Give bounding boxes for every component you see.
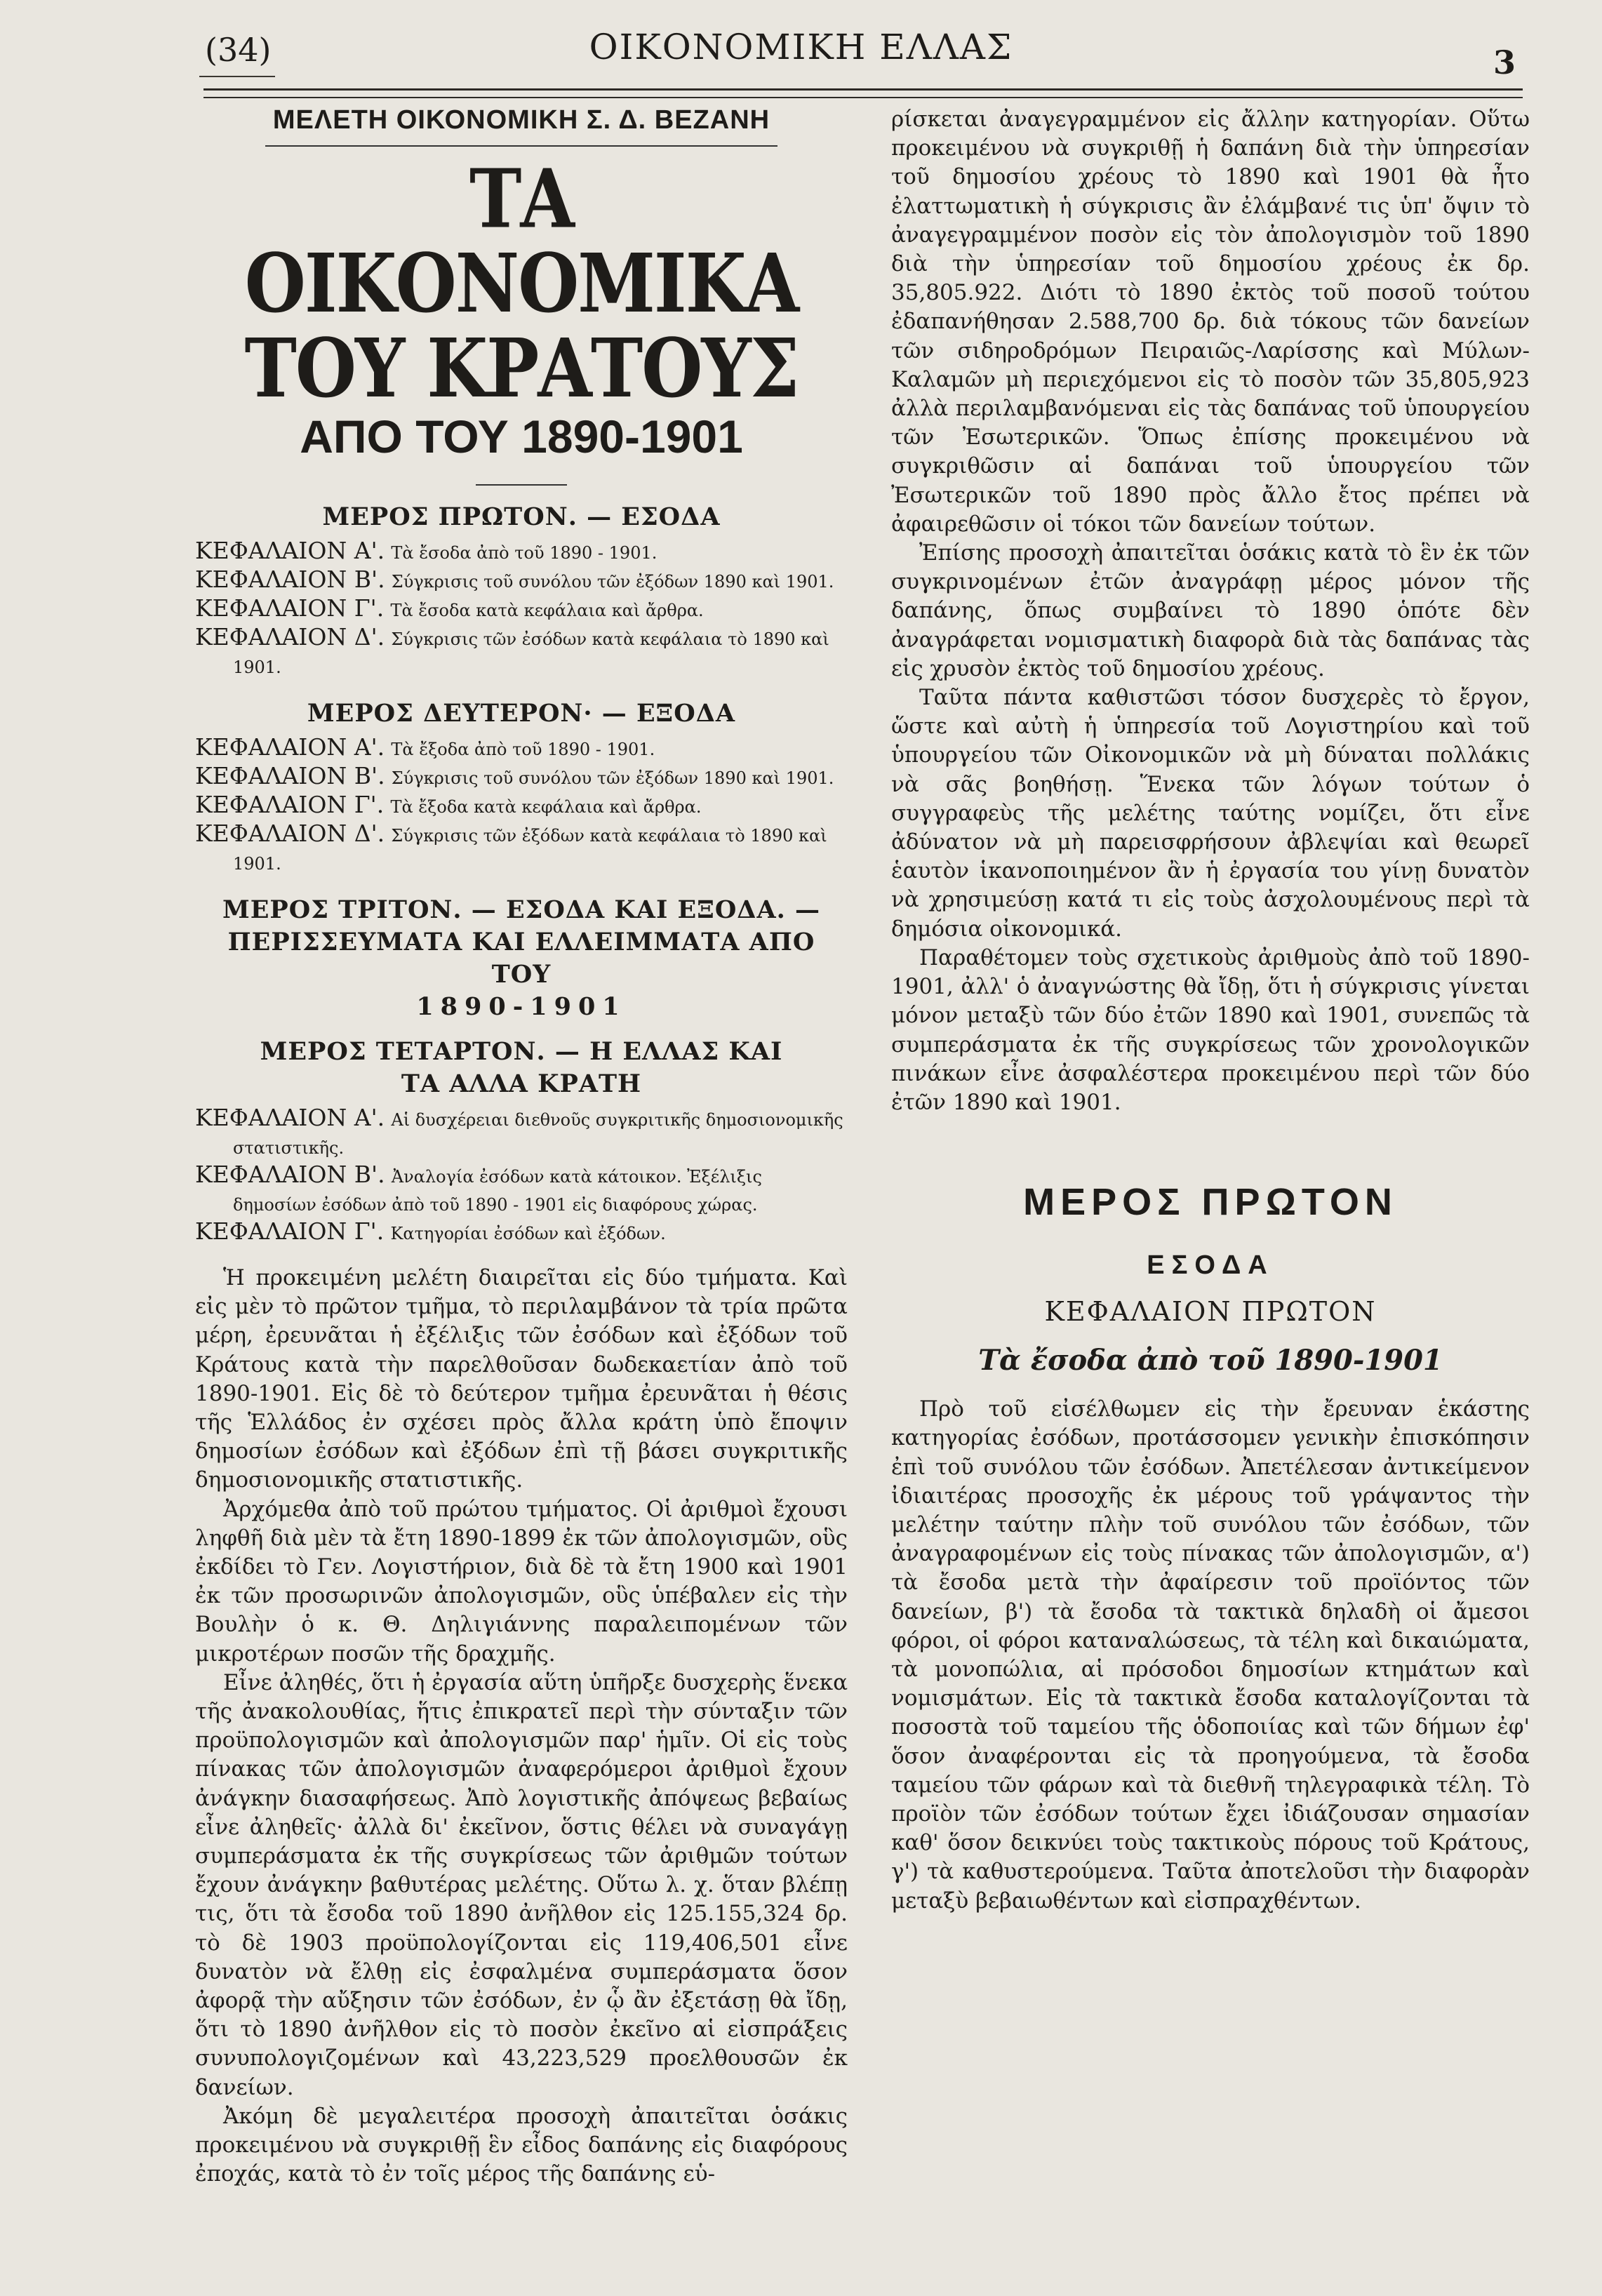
part2-chapters (195, 734, 848, 877)
chapter-text: Κατηγορίαι ἐσόδων καὶ ἐξόδων. (390, 1224, 666, 1243)
chapter-subtitle: Τὰ ἔσοδα ἀπὸ τοῦ 1890-1901 (978, 1344, 1443, 1377)
left-column (195, 105, 848, 2189)
left-body-text (195, 1264, 848, 2189)
part1-chapters (195, 538, 848, 681)
byline-underline (265, 145, 777, 147)
chapter-text: Τὰ ἔσοδα ἀπὸ τοῦ 1890 - 1901. (391, 543, 658, 563)
toc-item (195, 1161, 848, 1218)
article-title: ΤΑ ΟΙΚΟΝΟΜΙΚΑ ΤΟΥ ΚΡΑΤΟΥΣ (244, 151, 799, 416)
header-rule-thin (203, 97, 1523, 98)
article-years: ΑΠΟ ΤΟΥ 1890-1901 (300, 411, 743, 462)
chapter-text: Τὰ ἔσοδα κατὰ κεφάλαια καὶ ἄρθρα. (390, 601, 704, 620)
toc-item (195, 1218, 848, 1247)
paragraph: ρίσκεται ἀναγεγραμμένον εἰς ἄλλην κατηγορίαν. Οὕτω προκειμένου νὰ συγκριθῇ ἡ δαπάνη διὰ τὴν ὑπηρεσίαν τοῦ δημοσίου χρέους τὸ 1890 καὶ 1901 θὰ ἦτο ἐλαττωματικὴ ἡ σύγκρισις ἂν ἐλάμβανέ τις ὑπ' ὄψιν τὸ ἀναγεγραμμένον ποσὸν εἰς τὸν ἀπολογισμὸν τοῦ 1890 διὰ τὴν ὑπηρεσίαν τοῦ δημοσίου χρέους ἐκ δρ. 35,805.922. Διότι τὸ 1890 ἐκτὸς τοῦ ποσοῦ τούτου ἐδαπανήθησαν 2.588,700 δρ. διὰ τόκους τῶν δανείων τῶν σιδηροδρόμων Πειραιῶς-Λαρίσσης καὶ Μύλων-Καλαμῶν μὴ περιεχόμενοι εἰς τὸ ποσὸν τῶν 35,805,923 ἀλλὰ περιλαμβανόμεναι εἰς τὰς δαπάνας τοῦ ὑπουργείου τῶν Ἐσωτερικῶν. Ὅπως ἐπίσης προκειμένου νὰ συγκριθῶσιν αἱ δαπάναι τοῦ ὑπουργείου τῶν Ἐσωτερικῶν τοῦ 1890 πρὸς ἄλλο ἔτος πρέπει νὰ ἀφαιρεθῶσιν οἱ τόκοι τῶν δανείων τούτων. (891, 107, 1530, 537)
toc-item (195, 734, 848, 763)
journal-title: ΟΙΚΟΝΟΜΙΚΗ ΕΛΛΑΣ (589, 27, 1013, 67)
chapter-text: Σύγκρισις τοῦ συνόλου τῶν ἐξόδων 1890 καὶ 1901. (391, 768, 834, 788)
part1-title: ΜΕΡΟΣ ΠΡΩΤΟΝ. — ΕΣΟΔΑ (322, 502, 721, 531)
paragraph: Πρὸ τοῦ εἰσέλθωμεν εἰς τὴν ἔρευναν ἑκάστης κατηγορίας ἐσόδων, προτάσσομεν γενικὴν ἐπισκόπησιν ἐπὶ τοῦ συνόλου τῶν ἐσόδων. Ἀπετέλεσαν ἀντικείμενον ἰδιαιτέρας προσοχῆς ἐκ μέρους τοῦ γράψαντος τὴν μελέτην ταύτην πλὴν τοῦ συνόλου τῶν ἐσόδων, τῶν ἀναγραφομένων εἰς τοὺς πίνακας τῶν ἀπολογισμῶν, α') τὰ ἔσοδα μετὰ τὴν ἀφαίρεσιν τοῦ προϊόντος τῶν δανείων, β') τὰ ἔσοδα τὰ τακτικὰ δηλαδὴ οἱ ἄμεσοι φόροι, οἱ φόροι καταναλώσεως, τὰ τέλη καὶ δικαιώματα, τὰ μονοπώλια, αἱ πρόσοδοι δημοσίων κτημάτων καὶ νομισμάτων. Εἰς τὰ τακτικὰ ἔσοδα καταλογίζονται τὰ ποσοστὰ τοῦ ταμείου τῆς ὁδοποιίας καὶ τῶν δήμων ἐφ' ὅσον ἀναφέρονται εἰς τὰ προηγούμενα, τὰ ἔσοδα ταμείου τῶν φάρων καὶ τὰ διεθνῆ τηλεγραφικὰ τέλη. Τὸ προϊὸν τῶν ἐσόδων τούτων ἔχει ἰδιάζουσαν σημασίαν καθ' ὅσον δεικνύει τοὺς τακτικοὺς πόρους τοῦ Κράτους, γ') τὰ καθυστερούμενα. Ταῦτα ἀποτελοῦσι τὴν διαφορὰν μεταξὺ βεβαιωθέντων καὶ εἰσπραχθέντων. (891, 1396, 1530, 1914)
chapter-text: Σύγκρισις τοῦ συνόλου τῶν ἐξόδων 1890 καὶ 1901. (391, 572, 834, 592)
chapter-label: ΚΕΦΑΛΑΙΟΝ Γ'. (195, 1217, 385, 1245)
header-rule (203, 88, 1523, 91)
paragraph: Ταῦτα πάντα καθιστῶσι τόσον δυσχερὲς τὸ ἔργον, ὥστε καὶ αὐτὴ ἡ ὑπηρεσία τοῦ Λογιστηρίου καὶ τοῦ ὑπουργείου τῶν Οἰκονομικῶν νὰ μὴ δύναται πολλάκις νὰ σᾶς βοηθήσῃ. Ἕνεκα τῶν λόγων τούτων ὁ συγγραφεὺς τῆς μελέτης ταύτης νομίζει, ὅτι εἶνε ἀδύνατον νὰ μὴ παρεισφρήσουν ἀβλεψίαι καὶ θεωρεῖ ἑαυτὸν ἱκανοποιημένον ἂν ἡ ἐργασία του γίνῃ δυνατὸν νὰ χρησιμεύσῃ κατά τι εἰς τοὺς ἀσχολουμένους περὶ τὰ δημόσια οἰκονομικά. (891, 685, 1530, 942)
paragraph: Ἀκόμη δὲ μεγαλειτέρα προσοχὴ ἀπαιτεῖται ὁσάκις προκειμένου νὰ συγκριθῇ ἓν εἶδος δαπάνης εἰς διαφόρους ἐποχάς, κατὰ τὸ ἐν τοῖς μέρος τῆς δαπάνης εὑ- (195, 2103, 848, 2187)
part4-title-line2: ΤΑ ΑΛΛΑ ΚΡΑΤΗ (401, 1069, 642, 1098)
chapter-text: Τὰ ἔξοδα ἀπὸ τοῦ 1890 - 1901. (391, 740, 655, 759)
chapter-label: ΚΕΦΑΛΑΙΟΝ Α'. (195, 537, 385, 564)
chapter-text: Ἀναλογία ἐσόδων κατὰ κάτοικον. Ἐξέλιξις δημοσίων ἐσόδων ἀπὸ τοῦ 1890 - 1901 εἰς διαφόρους χώρας. (233, 1167, 762, 1215)
page-number-left: (34) (205, 31, 272, 69)
chapter-label: ΚΕΦΑΛΑΙΟΝ Β'. (195, 566, 385, 593)
paragraph: Ἡ προκειμένη μελέτη διαιρεῖται εἰς δύο τμήματα. Καὶ εἰς μὲν τὸ πρῶτον τμῆμα, τὸ περιλαμβάνον τὰ τρία πρῶτα μέρη, ἐρευνᾶται ἡ ἐξέλιξις τῶν ἐσόδων καὶ ἐξόδων τοῦ Κράτους κατὰ τὴν παρελθοῦσαν δωδεκαετίαν ἀπὸ τοῦ 1890-1901. Εἰς δὲ τὸ δεύτερον τμῆμα ἐρευνᾶται ἡ θέσις τῆς Ἑλλάδος ἐν σχέσει πρὸς ἄλλα κράτη ὑπὸ ἔποψιν δημοσίων ἐσόδων καὶ ἐξόδων ἐπὶ τῇ βάσει συγκριτικῆς δημοσιονομικῆς στατιστικῆς. (195, 1265, 848, 1493)
toc-item (195, 566, 848, 595)
paragraph: Ἀρχόμεθα ἀπὸ τοῦ πρώτου τμήματος. Οἱ ἀριθμοὶ ἔχουσι ληφθῆ διὰ μὲν τὰ ἔτη 1890-1899 ἐκ τῶν ἀπολογισμῶν, οὓς ἐκδίδει τὸ Γεν. Λογιστήριον, διὰ δὲ τὰ ἔτη 1900 καὶ 1901 ἐκ τῶν προσωρινῶν ἀπολογισμῶν, οὓς ὑπέβαλεν εἰς τὴν Βουλὴν ὁ κ. Θ. Δηλιγιάννης παραλειπομένων τῶν μικροτέρων ποσῶν τῆς δραχμῆς. (195, 1496, 848, 1667)
part4-chapters (195, 1104, 848, 1247)
toc-item (195, 792, 848, 820)
title-divider (476, 484, 567, 486)
chapter-label: ΚΕΦΑΛΑΙΟΝ Α'. (195, 1104, 385, 1131)
section-title: ΜΕΡΟΣ ΠΡΩΤΟΝ (1023, 1181, 1398, 1224)
paragraph: Ἐπίσης προσοχὴ ἀπαιτεῖται ὁσάκις κατὰ τὸ ἓν ἐκ τῶν συγκρινομένων ἐτῶν ἀναγράφῃ μέρος μόνον τῆς δαπάνης, ὅπως συμβαίνει τὸ 1890 ὁπότε δὲν ἀναγράφεται νομισματικὴ διαφορὰ διὰ τὰς δαπάνας τὰς εἰς χρυσὸν ἐκτὸς τοῦ δημοσίου χρέους. (891, 540, 1530, 681)
section-body-text (891, 1395, 1530, 1916)
chapter-label: ΚΕΦΑΛΑΙΟΝ Δ'. (195, 820, 385, 847)
chapter-text: Αἱ δυσχέρειαι διεθνοῦς συγκριτικῆς δημοσιονομικῆς στατιστικῆς. (233, 1110, 843, 1158)
toc-item (195, 538, 848, 566)
toc-item (195, 624, 848, 681)
part3-title-line3: 1890-1901 (416, 992, 627, 1021)
part3-title-line2: ΠΕΡΙΣΣΕΥΜΑΤΑ ΚΑΙ ΕΛΛΕΙΜΜΑΤΑ ΑΠΟ ΤΟΥ (227, 928, 815, 989)
section-subtitle: ΕΣΟΔΑ (1147, 1250, 1274, 1281)
chapter-heading: ΚΕΦΑΛΑΙΟΝ ΠΡΩΤΟΝ (1044, 1296, 1377, 1328)
toc-item (195, 763, 848, 792)
chapter-text: Τὰ ἔξοδα κατὰ κεφάλαια καὶ ἄρθρα. (390, 797, 702, 817)
right-column (891, 105, 1530, 1916)
chapter-label: ΚΕΦΑΛΑΙΟΝ Β'. (195, 1161, 385, 1188)
chapter-label: ΚΕΦΑΛΑΙΟΝ Δ'. (195, 623, 385, 650)
study-byline: ΜΕΛΕΤΗ ΟΙΚΟΝΟΜΙΚΗ Σ. Δ. ΒΕΖΑΝΗ (272, 105, 770, 135)
part2-title: ΜΕΡΟΣ ΔΕΥΤΕΡΟΝ· — ΕΞΟΔΑ (307, 699, 736, 728)
part4-title-line1: ΜΕΡΟΣ ΤΕΤΑΡΤΟΝ. — Η ΕΛΛΑΣ ΚΑΙ (260, 1037, 783, 1066)
chapter-text: Σύγκρισις τῶν ἐσόδων κατὰ κεφάλαια τὸ 1890 καὶ 1901. (233, 629, 829, 677)
part3-title-line1: ΜΕΡΟΣ ΤΡΙΤΟΝ. — ΕΣΟΔΑ ΚΑΙ ΕΞΟΔΑ. — (222, 895, 820, 924)
chapter-label: ΚΕΦΑΛΑΙΟΝ Γ'. (195, 594, 385, 622)
chapter-label: ΚΕΦΑΛΑΙΟΝ Α'. (195, 733, 385, 761)
toc-item (195, 820, 848, 877)
page-number-right: 3 (1493, 44, 1516, 81)
paragraph: Παραθέτομεν τοὺς σχετικοὺς ἀριθμοὺς ἀπὸ τοῦ 1890-1901, ἀλλ' ὁ ἀναγνώστης θὰ ἴδῃ, ὅτι ἡ σύγκρισις γίνεται μόνον μεταξὺ τῶν δύο ἐτῶν 1890 καὶ 1901, συνεπῶς τὰ συμπεράσματα ἐκ τῆς συγκρίσεως τῶν χρονολογικῶν πινάκων εἶνε ἀσφαλέστερα προκειμένου περὶ τῶν δύο ἐτῶν 1890 καὶ 1901. (891, 945, 1530, 1115)
toc-item (195, 595, 848, 624)
chapter-text: Σύγκρισις τῶν ἐξόδων κατὰ κεφάλαια τὸ 1890 καὶ 1901. (233, 826, 827, 874)
paragraph: Εἶνε ἀληθές, ὅτι ἡ ἐργασία αὕτη ὑπῆρξε δυσχερὴς ἕνεκα τῆς ἀνακολουθίας, ἥτις ἐπικρατεῖ περὶ τὴν σύνταξιν τῶν προϋπολογισμῶν καὶ ἀπολογισμῶν παρ' ἡμῖν. Οἱ εἰς τοὺς πίνακας τῶν ἀπολογισμῶν ἀναφερόμεροι ἀριθμοὶ ἔχουν ἀνάγκην διασαφήσεως. Ἀπὸ λογιστικῆς ἀπόψεως βεβαίως εἶνε ἀληθεῖς· ἀλλὰ δι' ἐκεῖνον, ὅστις θέλει νὰ συναγάγῃ συμπεράσματα ἐκ τῆς συγκρίσεως τῶν ἀριθμῶν τούτων ἔχουν ἀνάγκην βαθυτέρας μελέτης. Οὕτω λ. χ. ὅταν βλέπῃ τις, ὅτι τὰ ἔσοδα τοῦ 1890 ἀνῆλθον εἰς 125.155,324 δρ. τὸ δὲ 1903 προϋπολογίζονται εἰς 119,406,501 εἶνε δυνατὸν νὰ ἔλθῃ εἰς ἐσφαλμένα συμπεράσματα ὅσον ἀφορᾷ τὴν αὔξησιν τῶν ἐσόδων, ἐν ᾧ ἂν ἐξετάσῃ θὰ ἴδῃ, ὅτι τὸ 1890 ἀνῆλθον εἰς τὸ ποσὸν ἐκεῖνο αἱ εἰσπράξεις συνυπολογιζομένων καὶ 43,223,529 προελθουσῶν ἐκ δανείων. (195, 1669, 848, 2100)
chapter-label: ΚΕΦΑΛΑΙΟΝ Β'. (195, 762, 385, 789)
toc-item (195, 1104, 848, 1161)
chapter-label: ΚΕΦΑΛΑΙΟΝ Γ'. (195, 791, 385, 818)
page-header (0, 21, 1602, 91)
right-body-text (891, 105, 1530, 1117)
